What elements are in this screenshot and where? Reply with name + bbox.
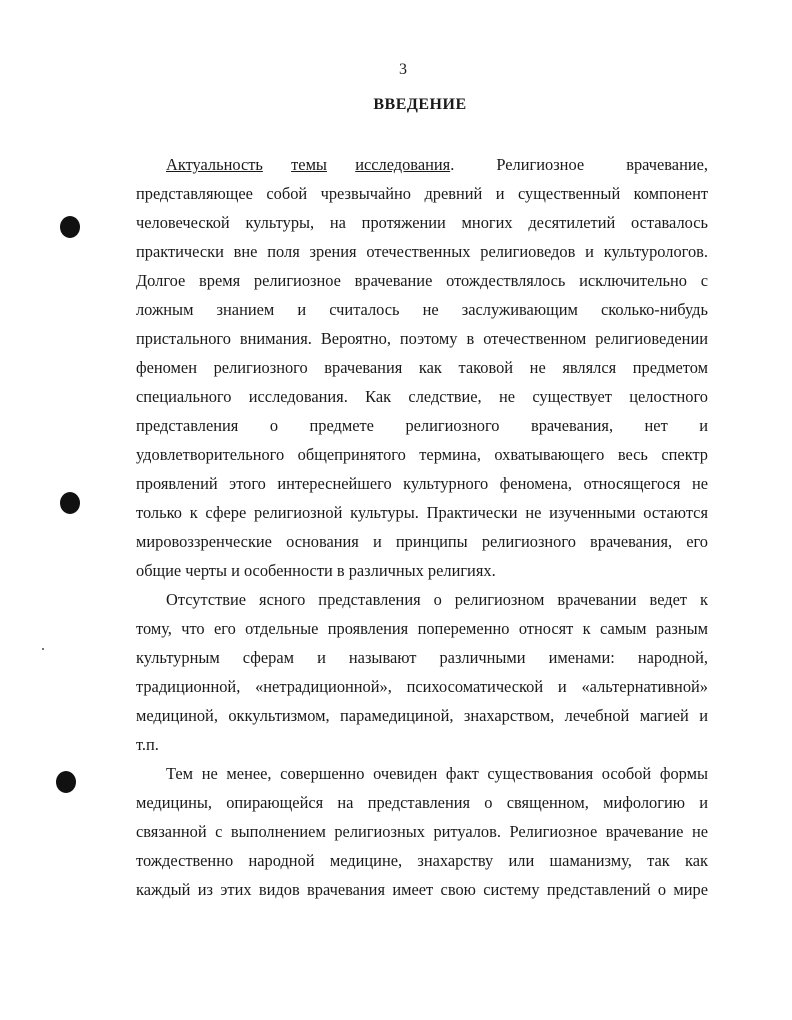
- hole-punch-1: [60, 216, 80, 238]
- text-line: человеческой культуры, на протяжении многих десятилетий оставалось: [136, 213, 708, 232]
- text-line: проявлений этого интереснейшего культурного феномена, относящегося не: [136, 474, 708, 493]
- scan-speck: [42, 648, 44, 650]
- paragraph-2: [136, 585, 708, 759]
- text-line: представляющее собой чрезвычайно древний и существенный компонент: [136, 184, 708, 203]
- text-line: Отсутствие ясного представления о религиозном врачевании ведет к: [166, 590, 708, 609]
- text-line: феномен религиозного врачевания как таковой не являлся предметом: [136, 358, 708, 377]
- hole-punch-2: [60, 492, 80, 514]
- text-line: тождественно народной медицине, знахарству или шаманизму, так как: [136, 851, 708, 870]
- text-line: тому, что его отдельные проявления попеременно относят к самым разным: [136, 619, 708, 638]
- page-number: 3: [399, 61, 407, 78]
- text-line: мировоззренческие основания и принципы религиозного врачевания, его: [136, 532, 708, 551]
- page-heading: ВВЕДЕНИЕ: [373, 96, 467, 113]
- text-line: только к сфере религиозной культуры. Практически не изученными остаются: [136, 503, 708, 522]
- text-line: представления о предмете религиозного врачевания, нет и: [136, 416, 708, 435]
- underlined-word: исследования: [355, 155, 451, 174]
- underlined-word: темы: [291, 155, 327, 174]
- text-line: ложным знанием и считалось не заслуживающим сколько-нибудь: [136, 300, 708, 319]
- text-line: т.п.: [136, 735, 159, 754]
- underlined-phrase: [355, 150, 708, 179]
- text-line: медицины, опирающейся на представления о священном, мифологию и: [136, 793, 708, 812]
- text-line: Долгое время религиозное врачевание отождествлялось исключительно с: [136, 271, 708, 290]
- text-line: Тем не менее, совершенно очевиден факт существования особой формы: [166, 764, 708, 783]
- text-line: традиционной, «нетрадиционной», психосоматической и «альтернативной»: [136, 677, 708, 696]
- line-rest: . Религиозное врачевание,: [450, 155, 708, 174]
- text-line: медициной, оккультизмом, парамедициной, знахарством, лечебной магией и: [136, 706, 708, 725]
- hole-punch-3: [56, 771, 76, 793]
- paragraph-1: [136, 150, 708, 585]
- text-line: связанной с выполнением религиозных ритуалов. Религиозное врачевание не: [136, 822, 708, 841]
- text-line: каждый из этих видов врачевания имеет свою систему представлений о мире: [136, 880, 708, 899]
- text-line: практически вне поля зрения отечественных религиоведов и культурологов.: [136, 242, 708, 261]
- text-line: [136, 150, 708, 179]
- text-line: культурным сферам и называют различными именами: народной,: [136, 648, 708, 667]
- text-line: общие черты и особенности в различных религиях.: [136, 561, 496, 580]
- text-line: пристального внимания. Вероятно, поэтому в отечественном религиоведении: [136, 329, 708, 348]
- paragraph-3: [136, 759, 708, 904]
- underlined-word: Актуальность: [166, 155, 263, 174]
- text-line: специального исследования. Как следствие, не существует целостного: [136, 387, 708, 406]
- body-text: [136, 150, 708, 904]
- text-line: удовлетворительного общепринятого термина, охватывающего весь спектр: [136, 445, 708, 464]
